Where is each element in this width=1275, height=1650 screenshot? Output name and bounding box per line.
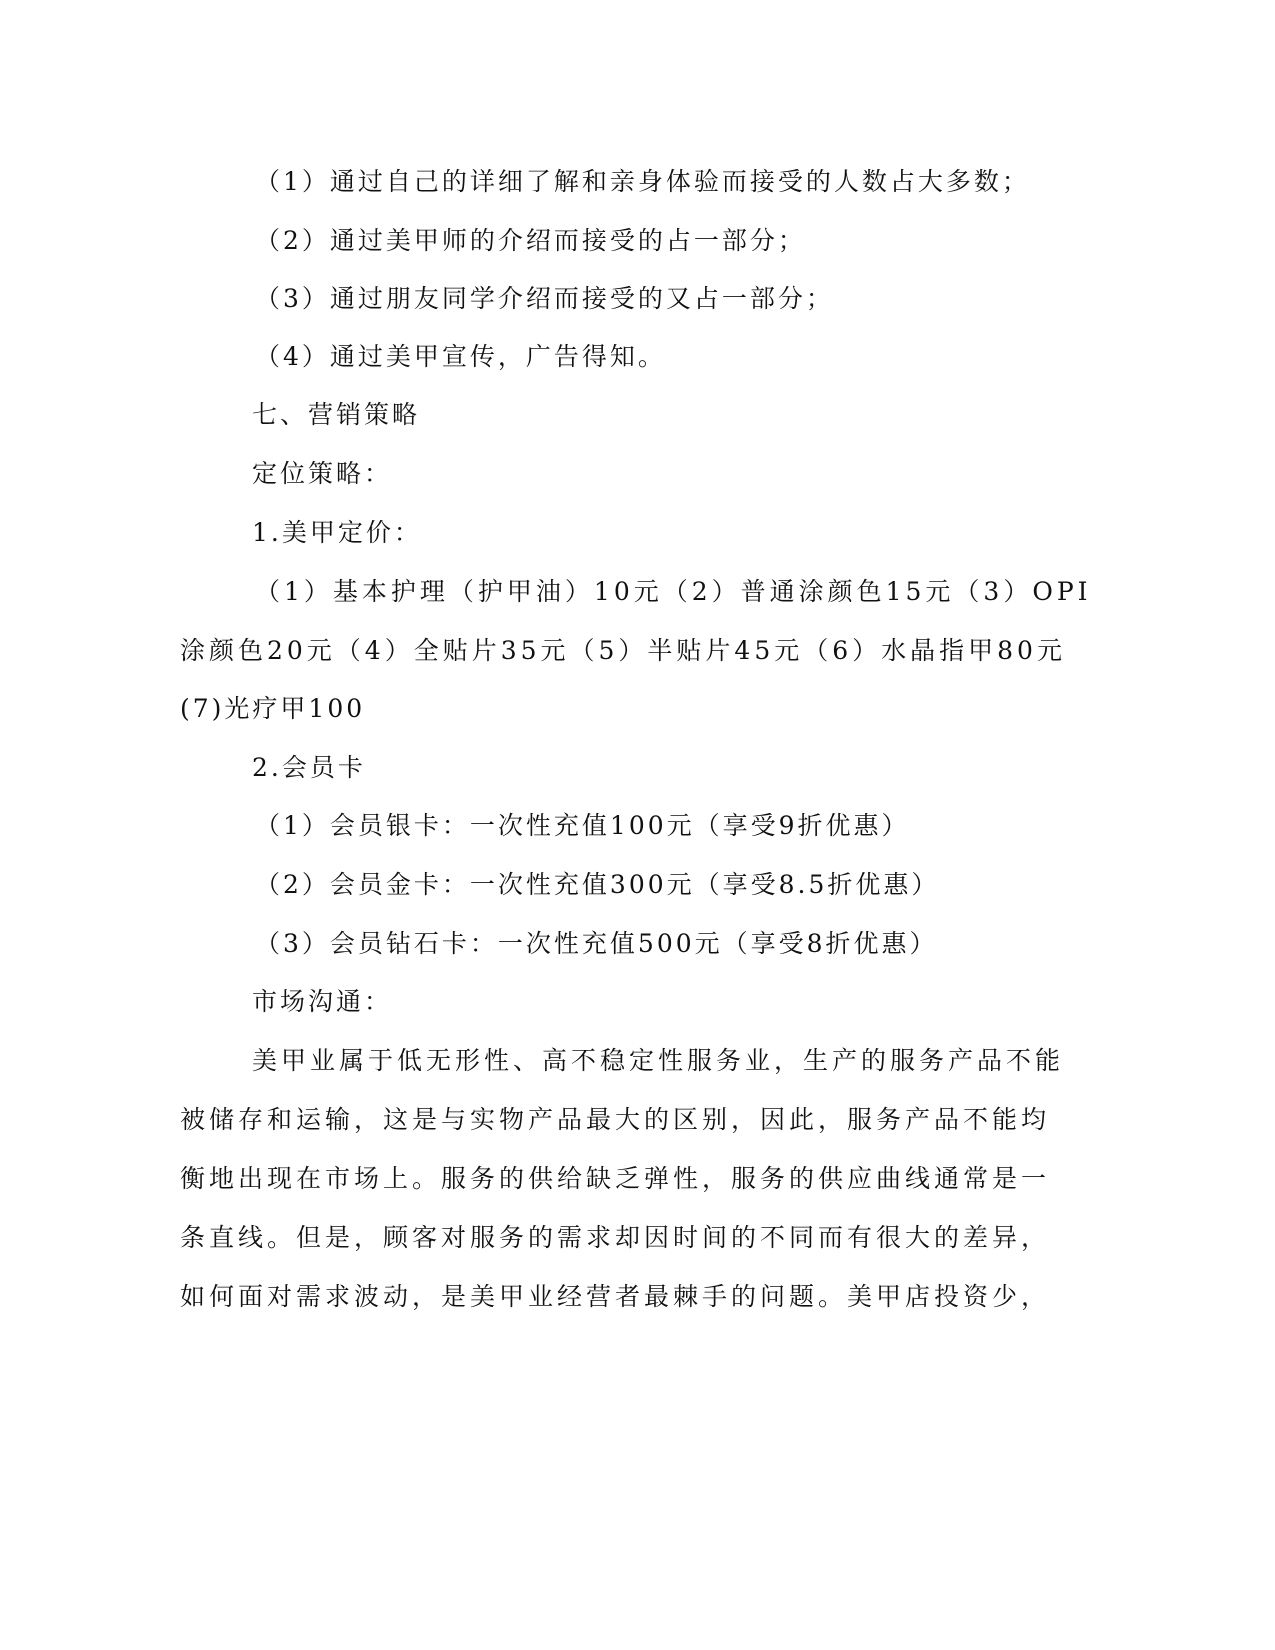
paragraph-line-3: 衡地出现在市场上。服务的供给缺乏弹性，服务的供应曲线通常是一 — [180, 1164, 1051, 1193]
list-item-2: （2）通过美甲师的介绍而接受的占一部分； — [255, 226, 806, 255]
membership-gold: （2）会员金卡：一次性充值300元（享受8.5折优惠） — [255, 870, 940, 899]
subheading-membership-card: 2.会员卡 — [252, 753, 366, 782]
pricing-line-3: (7)光疗甲100 — [180, 694, 366, 723]
paragraph-line-1: 美甲业属于低无形性、高不稳定性服务业，生产的服务产品不能 — [252, 1046, 1065, 1075]
list-item-1: （1）通过自己的详细了解和亲身体验而接受的人数占大多数； — [255, 167, 1030, 196]
subheading-market-communication: 市场沟通： — [252, 987, 393, 1016]
list-item-4: （4）通过美甲宣传，广告得知。 — [255, 342, 666, 371]
membership-diamond: （3）会员钻石卡：一次性充值500元（享受8折优惠） — [255, 929, 938, 958]
paragraph-line-4: 条直线。但是，顾客对服务的需求却因时间的不同而有很大的差异， — [180, 1223, 1051, 1252]
subheading-positioning-strategy: 定位策略： — [252, 459, 393, 488]
subheading-nail-pricing: 1.美甲定价： — [252, 518, 422, 547]
list-item-3: （3）通过朋友同学介绍而接受的又占一部分； — [255, 284, 834, 313]
pricing-line-1: （1）基本护理（护甲油）10元（2）普通涂颜色15元（3）OPI — [255, 577, 1092, 606]
paragraph-line-5: 如何面对需求波动，是美甲业经营者最棘手的问题。美甲店投资少， — [180, 1282, 1051, 1311]
section-heading-marketing-strategy: 七、营销策略 — [252, 400, 421, 429]
paragraph-line-2: 被储存和运输，这是与实物产品最大的区别，因此，服务产品不能均 — [180, 1105, 1051, 1134]
membership-silver: （1）会员银卡：一次性充值100元（享受9折优惠） — [255, 811, 910, 840]
pricing-line-2: 涂颜色20元（4）全贴片35元（5）半贴片45元（6）水晶指甲80元 — [180, 636, 1066, 665]
